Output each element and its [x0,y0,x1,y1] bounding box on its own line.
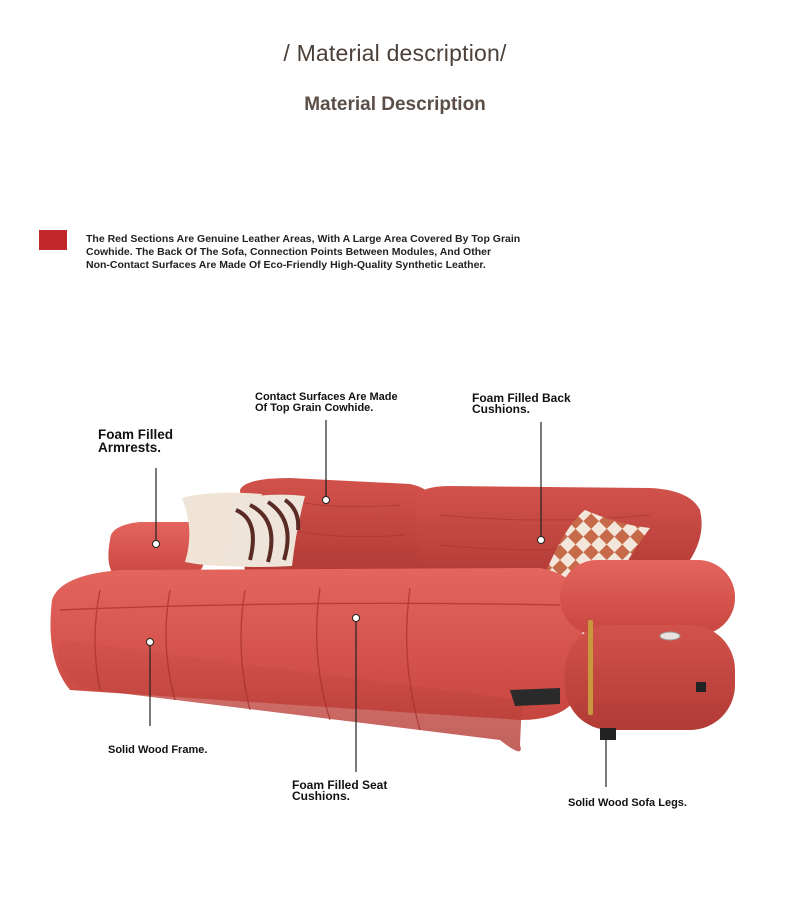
contact-surfaces-line-1: Contact Surfaces Are Made [255,391,398,403]
contact-surfaces-label [255,392,398,414]
armrests-line-2: Armrests. [98,440,162,455]
right-armrest [560,560,735,730]
armrests-label [98,428,173,454]
seat-cushions-label [292,780,387,802]
seat-cushions [50,568,585,751]
section-heading: Material Description [304,94,486,115]
page-title: / Material description/ [283,40,507,66]
back-cushions-line-1: Foam Filled Back [472,391,571,405]
seat-cushions-line-2: Cushions. [292,789,351,803]
back-cushions-line-2: Cushions. [472,402,531,416]
wood-frame-line-1: Solid Wood Frame. [108,744,208,756]
wood-frame-label [108,745,207,756]
contact-surfaces-line-2: Of Top Grain Cowhide. [255,402,374,414]
sofa-legs-line-1: Solid Wood Sofa Legs. [568,797,687,809]
legend-line-1: The Red Sections Are Genuine Leather Areas, With A Large Area Covered By Top Grain [86,233,521,245]
legend-line-3: Non-Contact Surfaces Are Made Of Eco-Friendly High-Quality Synthetic Leather. [86,259,486,271]
sofa-legs-label [568,798,687,809]
armrests-line-1: Foam Filled [98,427,174,442]
seat-cushions-line-1: Foam Filled Seat [292,778,388,792]
back-cushions-label [472,393,571,415]
legend-line-2: Cowhide. The Back Of The Sofa, Connection Points Between Modules, And Other [86,246,492,258]
